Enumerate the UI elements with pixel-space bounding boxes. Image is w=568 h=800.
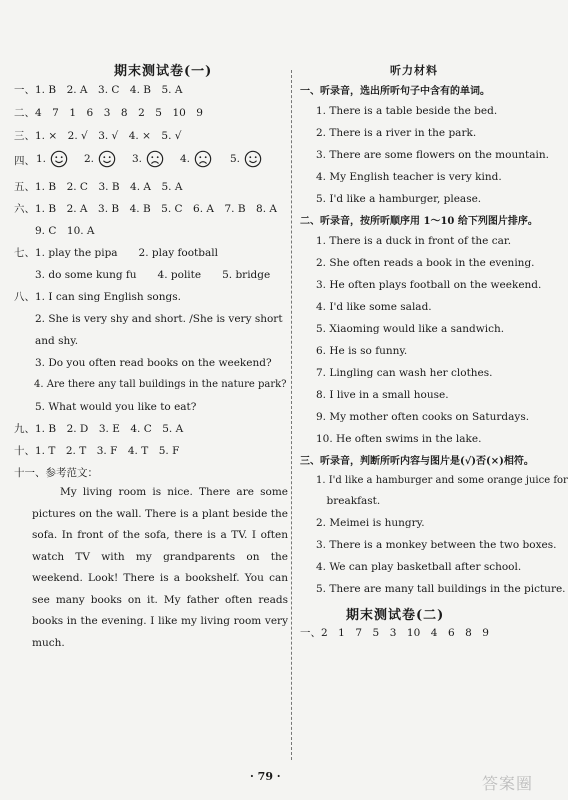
answer-line-8d: 3. Do you often read books on the weekend? (14, 357, 272, 369)
face-label-4: 4. (180, 153, 191, 165)
listening-item: 2. Meimei is hungry. (316, 517, 425, 529)
listening-item: 9. My mother often cooks on Saturdays. (316, 411, 530, 423)
listening-item: breakfast. (316, 495, 381, 507)
answer-line-6: 六、1. B 2. A 3. B 4. B 5. C 6. A 7. B 8. A (14, 203, 277, 215)
answer-line-6b: 9. C 10. A (14, 225, 95, 237)
listening-item: 4. We can play basketball after school. (316, 561, 522, 573)
answer-line-7: 七、1. play the pipa 2. play football (14, 247, 218, 259)
listening-item: 2. There is a river in the park. (316, 127, 477, 139)
smiley-face-icon (244, 150, 262, 168)
listening-item: 6. He is so funny. (316, 345, 408, 357)
face-label-2: 2. (84, 153, 95, 165)
answer-line-8e: 4. Are there any tall buildings in the nature park? (14, 379, 287, 390)
answer-line-5: 五、1. B 2. C 3. B 4. A 5. A (14, 181, 183, 193)
smiley-face-icon (50, 150, 68, 168)
listening-section-1: 一、听录音，选出所听句子中含有的单词。 (300, 86, 490, 97)
answer-line-11: 十一、参考范文： (14, 467, 98, 479)
answer-line-1: 一、1. B 2. A 3. C 4. B 5. A (14, 84, 183, 96)
listening-item: 3. There is a monkey between the two boxes. (316, 539, 557, 551)
sample-essay: My living room is nice. There are some pictures on the wall. There is a plant beside the sofa. In front of the sofa, there is a TV. I often watch TV with my grandparents on the weekend. Look! There is a bookshelf. You can see many books on it. My father often reads books in the evening. I like my living room very much. (32, 486, 288, 649)
listening-section-3: 三、听录音，判断所听内容与图片是(√)否(×)相符。 (300, 456, 534, 467)
listening-item: 10. He often swims in the lake. (316, 433, 482, 445)
listening-section-2: 二、听录音，按所听顺序用 1～10 给下列图片排序。 (300, 216, 538, 227)
answer-line-8f: 5. What would you like to eat? (14, 401, 197, 413)
smiley-face-icon (98, 150, 116, 168)
listening-item: 7. Lingling can wash her clothes. (316, 367, 493, 379)
answer-line-9: 九、1. B 2. D 3. E 4. C 5. A (14, 423, 184, 435)
sad-face-icon (194, 150, 212, 168)
answer-line-7b: 3. do some kung fu 4. polite 5. bridge (14, 269, 271, 281)
test-2-title: 期末测试卷(二) (346, 608, 445, 623)
column-divider (291, 70, 292, 760)
watermark-logo: 答案圈 (481, 774, 533, 793)
listening-item: 3. He often plays football on the weekend. (316, 279, 542, 291)
answer-line-10: 十、1. T 2. T 3. F 4. T 5. F (14, 445, 180, 457)
page-number: · 79 · (250, 770, 281, 783)
face-label-5: 5. (230, 153, 241, 165)
test-2-answer-line: 一、2 1 7 5 3 10 4 6 8 9 (300, 627, 489, 639)
answer-line-8b: 2. She is very shy and short. /She is very short (14, 313, 283, 325)
listening-item: 1. I'd like a hamburger and some orange juice for (316, 475, 568, 486)
listening-title: 听力材料 (390, 64, 438, 77)
listening-item: 4. I'd like some salad. (316, 301, 432, 313)
face-label-3: 3. (132, 153, 143, 165)
answer-line-3: 三、1. × 2. √ 3. √ 4. × 5. √ (14, 130, 182, 142)
listening-item: 4. My English teacher is very kind. (316, 171, 502, 183)
listening-item: 2. She often reads a book in the evening. (316, 257, 535, 269)
faces-prefix: 四、 (14, 155, 35, 167)
face-label-1: 1. (36, 153, 47, 165)
answer-line-8c: and shy. (14, 335, 79, 347)
listening-item: 5. Xiaoming would like a sandwich. (316, 323, 505, 335)
listening-item: 8. I live in a small house. (316, 389, 449, 401)
sad-face-icon (146, 150, 164, 168)
left-title: 期末测试卷(一) (114, 64, 213, 79)
listening-item: 1. There is a duck in front of the car. (316, 235, 512, 247)
listening-item: 1. There is a table beside the bed. (316, 105, 498, 117)
listening-item: 5. I'd like a hamburger, please. (316, 193, 482, 205)
answer-line-8: 八、1. I can sing English songs. (14, 291, 181, 303)
listening-item: 5. There are many tall buildings in the picture. (316, 583, 566, 595)
answer-line-2: 二、4 7 1 6 3 8 2 5 10 9 (14, 107, 203, 119)
listening-item: 3. There are some flowers on the mountain. (316, 149, 549, 161)
